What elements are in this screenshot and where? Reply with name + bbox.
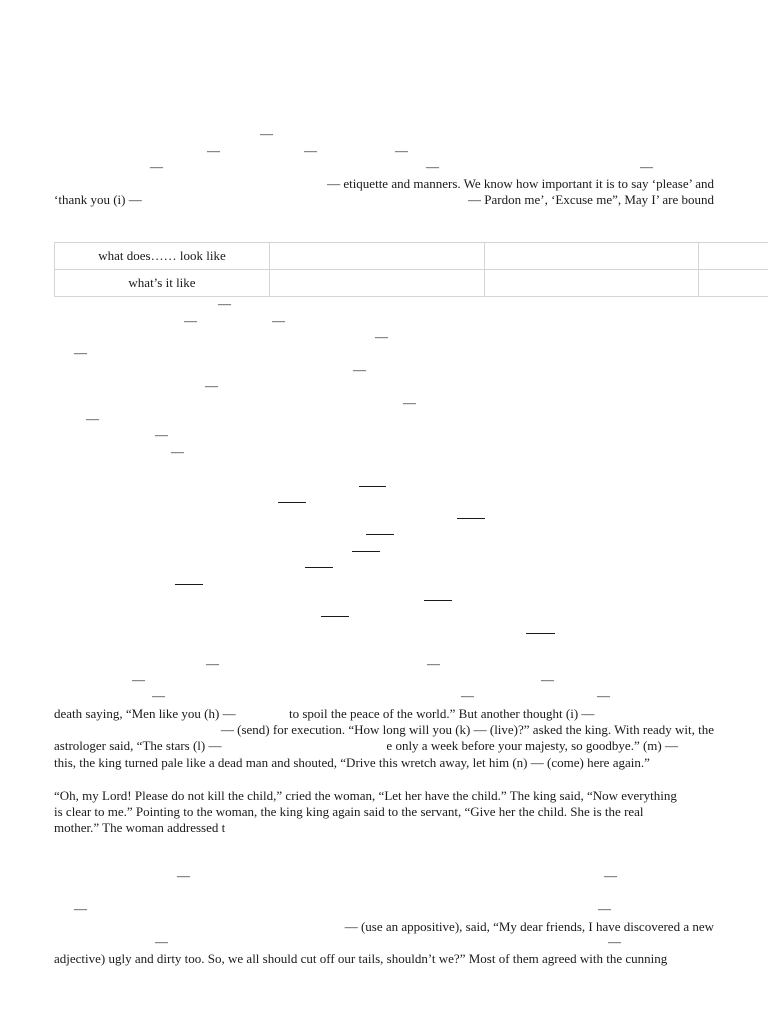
expression-table [54,242,768,297]
dash-mark: — [184,313,197,328]
dash-mark: — [461,688,474,703]
dash-mark: — [403,395,416,410]
blank-line [305,567,333,568]
paragraph-fragment: to spoil the peace of the world.” But another thought (i) — [289,706,595,721]
paragraph-line: this, the king turned pale like a dead man and shouted, “Drive this wretch away, let him (n) — (come) here again.” [54,755,650,770]
dash-mark: — [597,688,610,703]
blank-line [278,502,306,503]
paragraph-line: adjective) ugly and dirty too. So, we all should cut off our tails, shouldn’t we?” Most of them agreed with the cunning [54,951,668,966]
paragraph-line: is clear to me.” Pointing to the woman, the king king again said to the servant, “Give her the child. She is the real [54,804,644,819]
blank-line [424,600,452,601]
blank-line [175,584,203,585]
paragraph-line: “Oh, my Lord! Please do not kill the child,” cried the woman, “Let her have the child.” The king said, “Now everything [54,788,677,803]
table-cell-label: what does…… look like [55,243,270,270]
dash-mark: — [86,411,99,426]
dash-mark: — [171,444,184,459]
blank-line [457,518,485,519]
table-cell-label: what’s it like [55,270,270,297]
paragraph-line: — (use an appositive), said, “My dear friends, I have discovered a new [344,919,714,934]
dash-mark: — [152,688,165,703]
table-cell [699,270,768,297]
blank-line [352,551,380,552]
dash-mark: — [426,159,439,174]
paragraph-line: — (send) for execution. “How long will you (k) — (live)?” asked the king. With ready wit, the [220,722,714,737]
dash-mark: — [74,345,87,360]
paragraph-fragment: death saying, “Men like you (h) — [54,706,236,721]
dash-mark: — [205,378,218,393]
paragraph-fragment: — Pardon me’, ‘Excuse me”, May I’ are bound [468,192,714,207]
dash-mark: — [375,329,388,344]
paragraph-line: — etiquette and manners. We know how important it is to say ‘please’ and [327,176,714,191]
dash-mark: — [207,143,220,158]
table-cell [485,243,699,270]
dash-mark: — [608,934,621,949]
blank-line [359,486,386,487]
dash-mark: — [640,159,653,174]
dash-mark: — [541,672,554,687]
dash-mark: — [598,901,611,916]
dash-mark: — [353,362,366,377]
dash-mark: — [155,427,168,442]
blank-line [321,616,349,617]
dash-mark: — [304,143,317,158]
dash-mark: — [427,656,440,671]
dash-mark: — [395,143,408,158]
dash-mark: — [218,296,231,311]
table-row [55,243,768,270]
paragraph-fragment: e only a week before your majesty, so goodbye.” (m) — [386,738,678,753]
paragraph-line [54,192,714,208]
blank-line [526,633,555,634]
dash-mark: — [206,656,219,671]
table-cell [485,270,699,297]
table-row [55,270,768,297]
dash-mark: — [155,934,168,949]
blank-line [366,534,394,535]
table-cell [270,270,485,297]
paragraph-line [289,706,619,722]
dash-mark: — [177,868,190,883]
paragraph-fragment: astrologer said, “The stars (l) — [54,738,222,753]
dash-mark: — [74,901,87,916]
table-cell [699,243,768,270]
dash-mark: — [132,672,145,687]
paragraph-line: mother.” The woman addressed t [54,820,226,835]
dash-mark: — [260,126,273,141]
dash-mark: — [604,868,617,883]
dash-mark: — [150,159,163,174]
dash-mark: — [272,313,285,328]
paragraph-fragment: ‘thank you (i) — [54,192,142,207]
paragraph-line [54,738,714,754]
table-cell [270,243,485,270]
